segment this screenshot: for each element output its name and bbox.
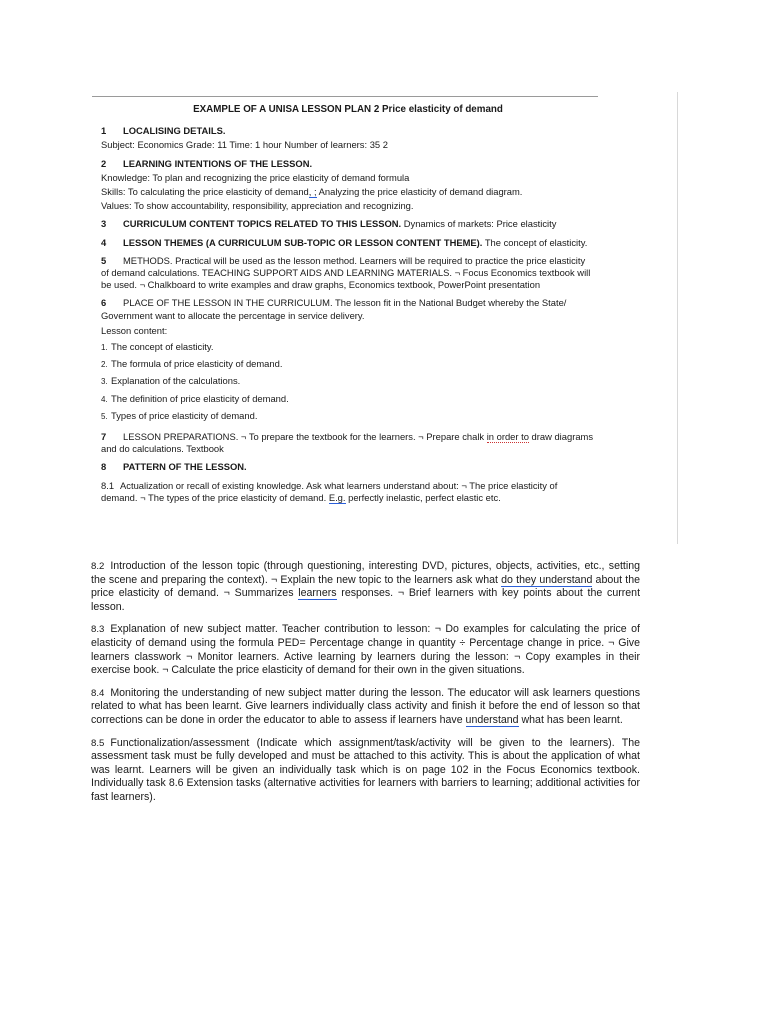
section-6-text: PLACE OF THE LESSON IN THE CURRICULUM. The lesson fit in the National Budget whereby the State/ Government want to allocate the percentage in service delivery. [101,297,567,321]
section-title: LOCALISING DETAILS. [123,125,226,137]
section-2 [101,158,595,213]
skills-text-rest: Analyzing the price elasticity of demand diagram. [316,186,523,198]
list-text: Types of price elasticity of demand. [111,409,258,421]
lesson-content-label: Lesson content: [101,324,168,336]
skills-text: Skills: To calculating the price elasticity of demand [101,186,309,198]
section-3 [101,218,595,230]
lesson-content-list [101,341,595,423]
page-edge-rule [677,92,678,544]
list-text: The definition of price elasticity of demand. [111,392,289,404]
paragraph-text: Functionalization/assessment (Indicate which assignment/task/activity will be given to the learners). The assessment task must be fully developed and must be attached to this activity. This is about the application of what was learnt. Learners will be given an individually task which is on page 102 in the Focus Economics textbook. Individually task 8.6 Extension tasks (alternative activities for learners with barriers to learning; additional activities for fast learners). [91,736,640,803]
section-number: 8 [101,461,107,473]
grammar-mark: understand [465,713,519,726]
header-rule [92,96,598,97]
section-8 [101,461,595,504]
document-title [101,104,595,116]
lesson-plan-lower [91,560,640,814]
list-text: The formula of price elasticity of demand. [111,358,283,370]
paragraph-8-2 [91,560,640,614]
section-number: 3 [101,218,107,230]
paragraph-number: 8.4 [91,687,105,699]
grammar-mark: learners [298,587,337,600]
list-number: 4. [101,394,108,404]
section-title: CURRICULUM CONTENT TOPICS RELATED TO THIS LESSON. [123,218,402,230]
paragraph-number: 8.5 [91,737,105,749]
title-tail: Price elasticity of demand [382,104,503,115]
paragraph-number: 8.1 [101,479,115,491]
list-text: Explanation of the calculations. [111,375,241,387]
section-number: 4 [101,236,107,248]
list-item [101,341,595,354]
paragraph-8-5 [91,737,640,805]
list-item [101,358,595,371]
section-6 [101,297,595,423]
paragraph-8-3 [91,623,640,677]
section-7 [101,431,595,455]
paragraph-8-4 [91,687,640,728]
list-text: The concept of elasticity. [111,341,214,353]
paragraph-text: Actualization or recall of existing knowledge. Ask what learners understand about: ¬ The price elasticity of demand. ¬ The types of the price elasticity of demand. [101,479,558,503]
paragraph-text: Explanation of new subject matter. Teacher contribution to lesson: ¬ Do examples for calculating the price of elasticity of demand using the formula PED= Percentage change in quantity ÷ Percentage change in price. ¬ Give learners classwork ¬ Monitor learners. Active learning by learners during the lesson: ¬ Copy examples in their exercise book. ¬ Calculate the price elasticity of demand for their own in the given situations. [91,623,640,677]
lesson-plan-upper [101,104,595,510]
paragraph-text: what has been learnt. [518,713,623,726]
section-5 [101,255,595,292]
section-tail: Dynamics of markets: Price elasticity [401,218,557,230]
paragraph-text: about the price elasticity of demand. ¬ Summarizes [91,573,640,600]
knowledge-line: Knowledge: To plan and recognizing the price elasticity of demand formula [101,171,410,183]
section-number: 7 [101,431,107,443]
values-line: Values: To show accountability, responsibility, appreciation and recognizing. [101,200,414,212]
paragraph-number: 8.3 [91,624,105,636]
section-8-heading [101,461,595,473]
list-item [101,410,595,423]
list-number: 1. [101,343,108,353]
subject-line: Subject: Economics Grade: 11 Time: 1 hour Number of learners: 35 2 [101,139,388,151]
paragraph-text: Introduction of the lesson topic (through questioning, interesting DVD, pictures, objects, activities, etc., setting the scene and preparing the context). ¬ Explain the new topic to the learners ask what [91,560,640,586]
grammar-mark: E.g. [328,491,346,503]
spelling-mark: in order to [486,431,529,443]
section-2-heading [101,158,595,170]
section-number: 5 [101,254,107,266]
section-6-text-block [101,297,595,321]
paragraph-text: responses. ¬ Brief learners with key points about the current lesson. [91,587,641,613]
grammar-mark: , ; [308,186,317,198]
list-number: 5. [101,411,108,421]
title-main: EXAMPLE OF A UNISA LESSON PLAN 2 [193,104,380,115]
list-item [101,375,595,388]
section-4-heading [101,237,595,249]
paragraph-8-1 [101,480,595,504]
list-number: 2. [101,360,108,370]
section-number: 1 [101,125,107,137]
section-3-heading [101,218,595,230]
paragraph-text-rest: perfectly inelastic, perfect elastic etc. [345,491,501,503]
section-number: 6 [101,297,107,309]
section-tail: The concept of elasticity. [482,236,588,248]
list-item [101,393,595,406]
section-4 [101,237,595,249]
section-title: LEARNING INTENTIONS OF THE LESSON. [123,157,313,169]
section-7-text: LESSON PREPARATIONS. ¬ To prepare the textbook for the learners. ¬ Prepare chalk [123,431,487,443]
section-title: PATTERN OF THE LESSON. [123,461,247,473]
section-number: 2 [101,157,107,169]
section-1-heading [101,125,595,137]
list-number: 3. [101,377,108,387]
grammar-mark: do they understand [501,573,593,586]
skills-line [101,186,595,198]
paragraph-number: 8.2 [91,561,105,572]
section-1 [101,125,595,151]
section-title: LESSON THEMES (A CURRICULUM SUB-TOPIC OR LESSON CONTENT THEME). [123,236,483,248]
section-5-text: METHODS. Practical will be used as the lesson method. Learners will be required to practice the price elasticity of demand calculations. TEACHING SUPPORT AIDS AND LEARNING MATERIALS. ¬ Focus Economics textbook will be used. ¬ Chalkboard to write examples and draw graphs, Economics textbook, PowerPoint presentation [101,254,591,291]
section-7-text-rest: draw diagrams and do calculations. Textbook [101,431,594,455]
paragraph-text: Monitoring the understanding of new subject matter during the lesson. The educator will ask learners questions related to what has been learnt. Give learners individually class activity and finish it before the end of lesson so that corrections can be done in order the educator to able to assess if learners have [91,686,640,726]
